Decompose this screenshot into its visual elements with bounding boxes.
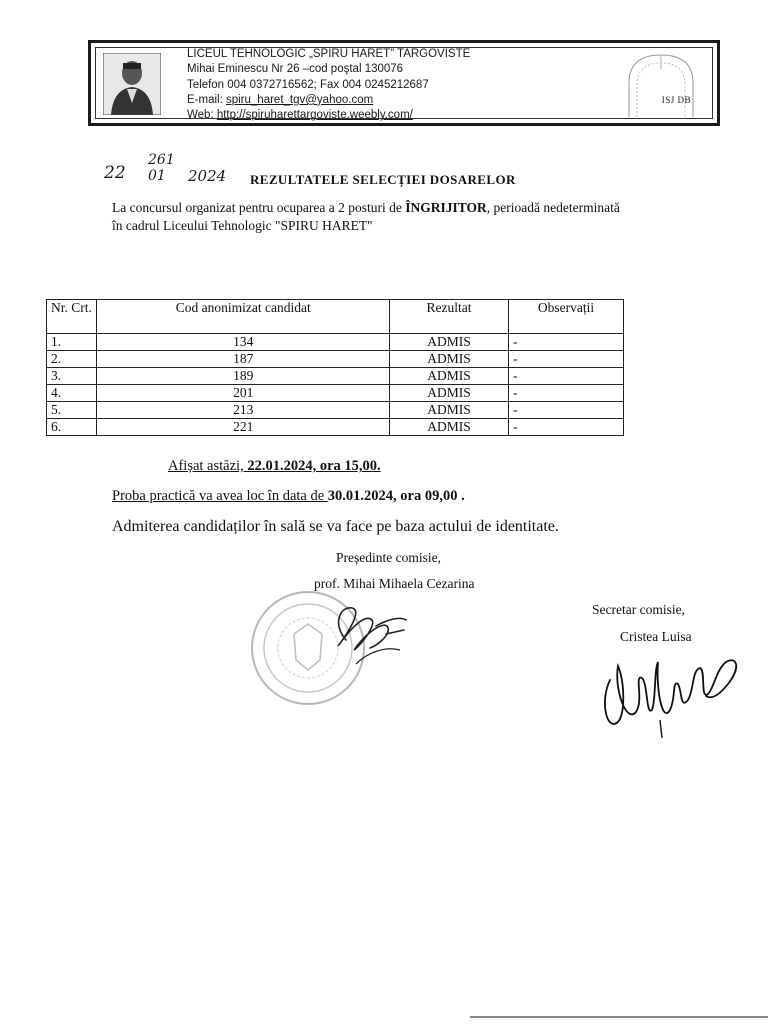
table-row xyxy=(47,402,624,419)
row-observations: - xyxy=(509,334,624,351)
intro-position: ÎNGRIJITOR xyxy=(405,200,487,215)
practical-test-line xyxy=(112,488,465,505)
document-title: REZULTATELE SELECȚIEI DOSARELOR xyxy=(250,172,516,187)
web-label: Web: xyxy=(187,109,217,122)
official-stamp-and-signature-image xyxy=(236,584,436,714)
school-web-line xyxy=(187,108,470,123)
email-label: E-mail: xyxy=(187,93,226,106)
school-phone-fax: Telefon 004 0372716562; Fax 004 0245212687 xyxy=(187,78,429,91)
row-nr: 2. xyxy=(47,351,97,368)
president-title: Președinte comisie, xyxy=(336,550,441,565)
table-row xyxy=(47,385,624,402)
table-row xyxy=(47,419,624,436)
header-code: Cod anonimizat candidat xyxy=(97,300,390,334)
row-code: 213 xyxy=(97,402,390,419)
header-nr: Nr. Crt. xyxy=(47,300,97,334)
row-result: ADMIS xyxy=(390,402,509,419)
row-code: 187 xyxy=(97,351,390,368)
posted-label: Afișat astăzi, xyxy=(168,458,248,474)
header-result: Rezultat xyxy=(390,300,509,334)
row-result: ADMIS xyxy=(390,334,509,351)
email-link[interactable]: spiru_haret_tgv@yahoo.com xyxy=(225,93,374,106)
secretary-title: Secretar comisie, xyxy=(592,602,685,617)
row-code: 189 xyxy=(97,368,390,385)
isj-emblem-icon xyxy=(619,49,703,119)
letterhead xyxy=(88,40,720,126)
handwritten-year: 2024 xyxy=(188,167,227,185)
results-table xyxy=(46,299,624,436)
web-link[interactable]: http://spiruharettargoviste.weebly.com/ xyxy=(216,109,413,122)
president-name: prof. Mihai Mihaela Cezarina xyxy=(314,576,475,591)
table-header-row xyxy=(47,300,624,334)
posted-date-line xyxy=(168,458,381,475)
intro-part1: La concursul organizat pentru ocuparea a 2 posturi de xyxy=(112,200,406,215)
posted-value: 22.01.2024, ora 15,00. xyxy=(247,458,381,474)
practical-label: Proba practică va avea loc în data de xyxy=(112,488,328,504)
secretary-signature-image xyxy=(596,640,746,740)
table-row xyxy=(47,368,624,385)
school-email-line xyxy=(187,93,470,108)
admission-note: Admiterea candidaților în sală se va face pe baza actului de identitate. xyxy=(112,518,559,535)
row-observations: - xyxy=(509,368,624,385)
row-result: ADMIS xyxy=(390,385,509,402)
row-nr: 1. xyxy=(47,334,97,351)
row-observations: - xyxy=(509,385,624,402)
header-observations: Observații xyxy=(509,300,624,334)
row-result: ADMIS xyxy=(390,351,509,368)
emblem-label: ISJ DB xyxy=(661,95,691,105)
page-edge-mark xyxy=(470,1016,768,1018)
row-result: ADMIS xyxy=(390,368,509,385)
row-observations: - xyxy=(509,419,624,436)
founder-portrait-image xyxy=(103,53,161,115)
secretary-name: Cristea Luisa xyxy=(620,629,692,644)
row-observations: - xyxy=(509,402,624,419)
handwritten-month: 01 xyxy=(148,168,166,184)
row-result: ADMIS xyxy=(390,419,509,436)
handwritten-day: 22 xyxy=(104,163,126,183)
row-code: 221 xyxy=(97,419,390,436)
row-nr: 5. xyxy=(47,402,97,419)
row-nr: 4. xyxy=(47,385,97,402)
handwritten-number: 261 xyxy=(148,152,175,168)
row-nr: 6. xyxy=(47,419,97,436)
intro-part2: , perioadă nedeterminată în cadrul Liceului Tehnologic "SPIRU HARET" xyxy=(112,200,620,233)
practical-value: 30.01.2024, ora 09,00 . xyxy=(327,488,465,504)
letterhead-text xyxy=(187,47,470,123)
school-name: LICEUL TEHNOLOGIC „SPIRU HARET” TARGOVISTE xyxy=(187,48,471,60)
row-observations: - xyxy=(509,351,624,368)
row-code: 201 xyxy=(97,385,390,402)
row-code: 134 xyxy=(97,334,390,351)
table-row xyxy=(47,334,624,351)
intro-paragraph xyxy=(112,199,632,235)
table-row xyxy=(47,351,624,368)
row-nr: 3. xyxy=(47,368,97,385)
school-address: Mihai Eminescu Nr 26 –cod poştal 130076 xyxy=(187,63,404,76)
